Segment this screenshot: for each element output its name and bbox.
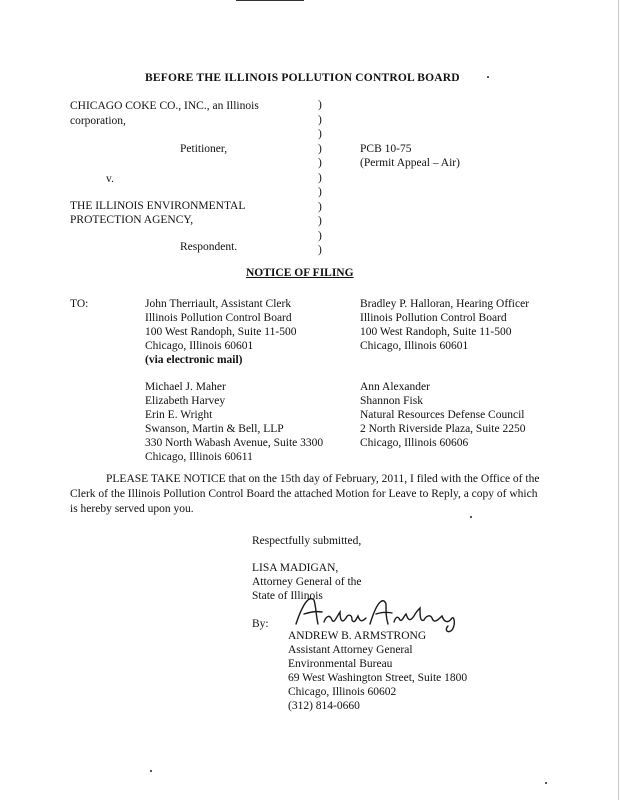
recipient-line: Illinois Pollution Control Board (360, 312, 507, 324)
petitioner-name-line1: CHICAGO COKE CO., INC., an Illinois (70, 100, 259, 112)
document-title: BEFORE THE ILLINOIS POLLUTION CONTROL BOARD (145, 72, 460, 84)
scan-speck (470, 516, 472, 518)
recipient-line: Chicago, Illinois 60601 (145, 340, 254, 352)
respondent-name-line1: THE ILLINOIS ENVIRONMENTAL (70, 200, 246, 212)
respondent-label: Respondent. (180, 241, 238, 253)
petitioner-label: Petitioner, (180, 143, 228, 155)
case-type: (Permit Appeal – Air) (360, 157, 460, 169)
recipient-line: Ann Alexander (360, 381, 430, 393)
delivery-note: (via electronic mail) (145, 354, 243, 366)
petitioner-name-line2: corporation, (70, 115, 126, 127)
paren: ) (318, 186, 322, 198)
by-label: By: (252, 618, 269, 630)
paren: ) (318, 128, 322, 140)
attorney-address-line1: 69 West Washington Street, Suite 1800 (288, 672, 468, 684)
scan-edge-line (618, 0, 619, 800)
recipient-line: Erin E. Wright (145, 409, 213, 421)
recipient-line: Bradley P. Halloran, Hearing Officer (360, 298, 530, 310)
handwritten-signature (286, 594, 466, 634)
scan-speck (487, 76, 489, 78)
versus-label: v. (106, 173, 114, 185)
paren: ) (318, 113, 322, 126)
notice-paragraph: PLEASE TAKE NOTICE that on the 15th day of February, 2011, I filed with the Office of the Clerk of the Illinois Pollution Control Board the attached Motion for Leave to Reply, a copy of which is hereby served upon you. (70, 473, 540, 515)
attorney-address-line2: Chicago, Illinois 60602 (288, 686, 397, 698)
recipient-line: 100 West Randoph, Suite 11-500 (360, 326, 512, 338)
recipient-line: John Therriault, Assistant Clerk (145, 298, 292, 310)
respondent-name-line2: PROTECTION AGENCY, (70, 214, 194, 226)
attorney-bureau: Environmental Bureau (288, 658, 393, 670)
recipient-line: 330 North Wabash Avenue, Suite 3300 (145, 437, 324, 449)
case-number: PCB 10-75 (360, 143, 412, 155)
recipient-line: 2 North Riverside Plaza, Suite 2250 (360, 423, 526, 435)
recipient-line: Illinois Pollution Control Board (145, 312, 292, 324)
attorney-general-title2: State of Illinois (252, 590, 323, 602)
recipient-line: Natural Resources Defense Council (360, 409, 525, 421)
caption-parens (318, 98, 330, 258)
notice-heading: NOTICE OF FILING (246, 267, 354, 279)
recipient-line: Chicago, Illinois 60601 (360, 340, 469, 352)
attorney-general-name: LISA MADIGAN, (252, 562, 339, 574)
paren: ) (318, 142, 322, 155)
top-rule (236, 0, 304, 1)
paren: ) (318, 99, 322, 111)
attorney-general-title1: Attorney General of the (252, 576, 362, 588)
recipient-line: Chicago, Illinois 60611 (145, 451, 253, 463)
scan-speck (545, 782, 547, 784)
recipient-line: Swanson, Martin & Bell, LLP (145, 423, 284, 435)
paren: ) (318, 215, 322, 227)
attorney-name: ANDREW B. ARMSTRONG (288, 630, 427, 642)
paren: ) (318, 229, 322, 242)
to-label: TO: (70, 298, 89, 310)
paren: ) (318, 157, 322, 169)
recipient-line: Elizabeth Harvey (145, 395, 226, 407)
closing-line: Respectfully submitted, (252, 535, 362, 547)
recipient-line: 100 West Randoph, Suite 11-500 (145, 326, 297, 338)
paren: ) (318, 200, 322, 213)
paren: ) (318, 171, 322, 184)
paren: ) (318, 244, 322, 256)
recipient-line: Michael J. Maher (145, 381, 226, 393)
scan-speck (150, 770, 152, 772)
recipient-line: Shannon Fisk (360, 395, 423, 407)
attorney-phone: (312) 814-0660 (288, 700, 360, 712)
attorney-title: Assistant Attorney General (288, 644, 413, 656)
recipient-line: Chicago, Illinois 60606 (360, 437, 469, 449)
